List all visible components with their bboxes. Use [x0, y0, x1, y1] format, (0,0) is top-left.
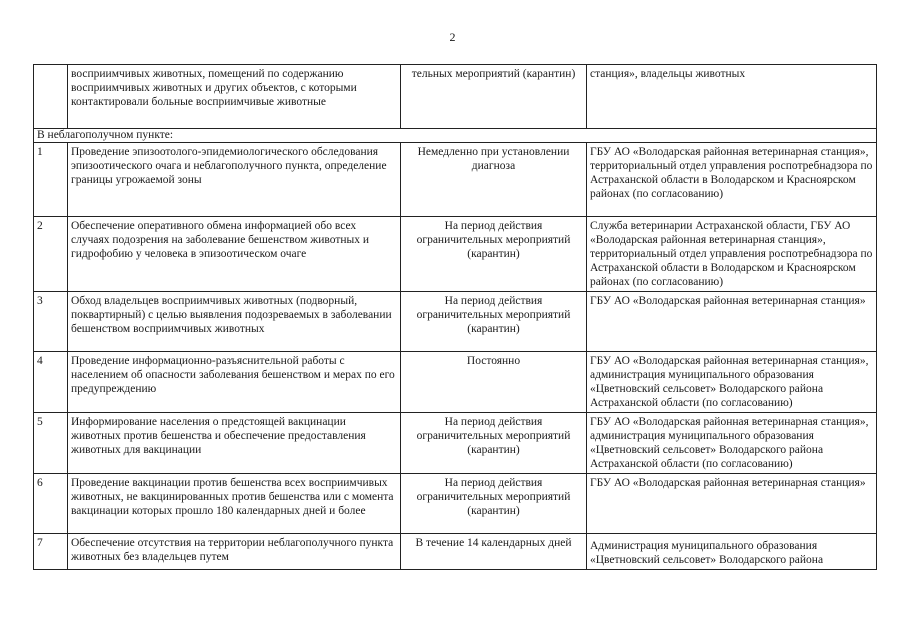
- measure-responsible: станция», владельцы животных: [587, 65, 877, 129]
- measure-period: На период действия ограничительных мероприятий (карантин): [401, 217, 587, 292]
- row-number: 7: [34, 534, 68, 570]
- table-row: [34, 65, 877, 129]
- measure-period: В течение 14 календарных дней: [401, 534, 587, 570]
- table-row: [34, 352, 877, 413]
- row-number: 1: [34, 143, 68, 217]
- measure-description: Обеспечение оперативного обмена информацией обо всех случаях подозрения на заболевание бешенством животных и гидрофобию у человека в эпизоотическом очаге: [68, 217, 401, 292]
- measure-responsible: ГБУ АО «Володарская районная ветеринарная станция», администрация муниципального образования «Цветновский сельсовет» Володарского района Астраханской области (по согласованию): [587, 413, 877, 474]
- table-row: [34, 143, 877, 217]
- page-number: 2: [449, 30, 456, 44]
- measure-description: Проведение вакцинации против бешенства всех восприимчивых животных, не вакцинированных против бешенства или с момента вакцинации которых прошло 180 календарных дней и более: [68, 474, 401, 534]
- measure-description: Проведение информационно-разъяснительной работы с населением об опасности заболевания бешенством и мерах по его предупреждению: [68, 352, 401, 413]
- measure-responsible: ГБУ АО «Володарская районная ветеринарная станция»: [587, 474, 877, 534]
- measure-responsible: ГБУ АО «Володарская районная ветеринарная станция», администрация муниципального образования «Цветновский сельсовет» Володарского района Астраханской области (по согласованию): [587, 352, 877, 413]
- measure-description: Проведение эпизоотолого-эпидемиологического обследования эпизоотического очага и неблагополучного пункта, определение границы угрожаемой зоны: [68, 143, 401, 217]
- measure-description: Информирование населения о предстоящей вакцинации животных против бешенства и обеспечение предоставления животных для вакцинации: [68, 413, 401, 474]
- measure-period: На период действия ограничительных мероприятий (карантин): [401, 474, 587, 534]
- row-number: 6: [34, 474, 68, 534]
- measures-table: [33, 64, 877, 570]
- table-row: [34, 292, 877, 352]
- table-row: [34, 413, 877, 474]
- row-number: 3: [34, 292, 68, 352]
- section-heading: В неблагополучном пункте:: [34, 129, 877, 143]
- measure-description: Обеспечение отсутствия на территории неблагополучного пункта животных без владельцев путем: [68, 534, 401, 570]
- table-row: [34, 217, 877, 292]
- measure-responsible: ГБУ АО «Володарская районная ветеринарная станция», территориальный отдел управления роспотребнадзора по Астраханской области в Володарском и Красноярском районах (по согласованию): [587, 143, 877, 217]
- measure-description: восприимчивых животных, помещений по содержанию восприимчивых животных и других объектов, с которыми контактировали больные восприимчивые животные: [68, 65, 401, 129]
- row-number: 4: [34, 352, 68, 413]
- measure-period: На период действия ограничительных мероприятий (карантин): [401, 413, 587, 474]
- measure-description: Обход владельцев восприимчивых животных (подворный, поквартирный) с целью выявления подозреваемых в заболевании бешенством восприимчивых животных: [68, 292, 401, 352]
- measure-period: Немедленно при установлении диагноза: [401, 143, 587, 217]
- table-row: [34, 534, 877, 570]
- row-number: 2: [34, 217, 68, 292]
- measure-period: Постоянно: [401, 352, 587, 413]
- section-row: [34, 129, 877, 143]
- measure-period: На период действия ограничительных мероприятий (карантин): [401, 292, 587, 352]
- measure-responsible: ГБУ АО «Володарская районная ветеринарная станция»: [587, 292, 877, 352]
- row-number: [34, 65, 68, 129]
- table-row: [34, 474, 877, 534]
- row-number: 5: [34, 413, 68, 474]
- measure-period: тельных мероприятий (карантин): [401, 65, 587, 129]
- measure-responsible: Администрация муниципального образования «Цветновский сельсовет» Володарского района: [587, 534, 877, 570]
- measure-responsible: Служба ветеринарии Астраханской области, ГБУ АО «Володарская районная ветеринарная станция», территориальный отдел управления роспотребнадзора по Астраханской области в Володарском и Красноярском районах (по согласованию): [587, 217, 877, 292]
